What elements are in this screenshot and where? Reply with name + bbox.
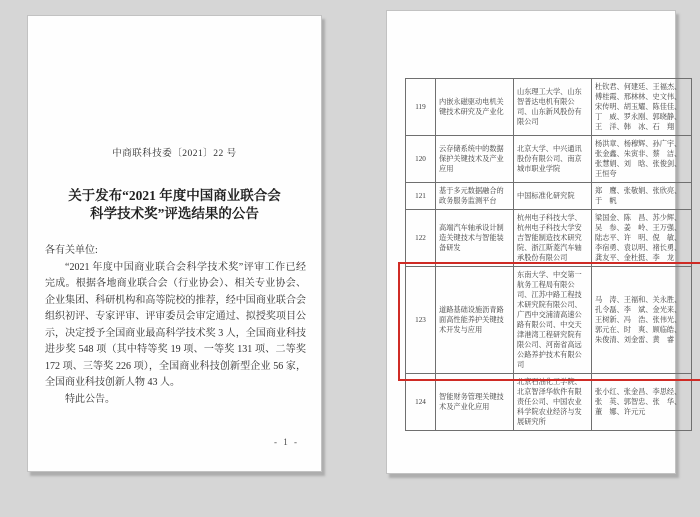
table-row xyxy=(406,210,692,267)
doc-title-line1: 关于发布“2021 年度中国商业联合会 xyxy=(68,188,281,203)
announcement-paragraph: “2021 年度中国商业联合会科学技术奖”评审工作已经完成。根据各地商业联合会（行业协会）、相关专业协会、企业集团、科研机构和高等院校的推荐，经中国商业联合会组织初评、专家评审、评审委员会审定通过、拟授奖项目公示，决定授予全国商业最高科学技术奖 3 人，全国商业科技进步奖 548 项（其中特等奖 19 项、一等奖 131 项、二等奖 172 项、三等奖 226 项），全国商业科技创新型企业 56 家，全国商业科技创新人物 43 人。 xyxy=(45,261,306,388)
closing-line: 特此公告。 xyxy=(65,393,115,405)
cell-project: 道路基础设施沥青路面高性能养护关键技术开发与应用 xyxy=(436,267,514,374)
table-row xyxy=(406,374,692,431)
salutation: 各有关单位: xyxy=(45,245,98,256)
page-1 xyxy=(27,15,322,472)
cell-organizations: 北京大学、中兴通讯股份有限公司、南京城市职业学院 xyxy=(514,136,592,183)
table-row xyxy=(406,183,692,210)
cell-no: 121 xyxy=(406,183,436,210)
doc-title-line2: 科学技术奖”评选结果的公告 xyxy=(90,205,259,221)
cell-no: 124 xyxy=(406,374,436,431)
cell-organizations: 东南大学、中交第一航务工程局有限公司、江苏中路工程技术研究院有限公司、广西中交浦清高速公路有限公司、中交天津港湾工程研究院有限公司、河南省高远公路养护技术有限公司 xyxy=(514,267,592,374)
table-row xyxy=(406,267,692,374)
cell-project: 智能财务管理关键技术及产业化应用 xyxy=(436,374,514,431)
page-2 xyxy=(386,10,682,474)
table-row xyxy=(406,136,692,183)
page-number: - 1 - xyxy=(274,437,299,447)
cell-no: 123 xyxy=(406,267,436,374)
cell-project: 内嵌永磁驱动电机关键技术研究及产业化 xyxy=(436,79,514,136)
cell-no: 120 xyxy=(406,136,436,183)
award-table xyxy=(405,78,692,431)
cell-organizations: 中国标准化研究院 xyxy=(514,183,592,210)
cell-no: 122 xyxy=(406,210,436,267)
cell-people: 马 涛、王福和、关永胜、孔令磊、李 斌、金光来、王树新、冯 浩、张伟光、郭元在、时 爽、顾临皓、朱俊清、刘金雷、黄 睿 xyxy=(592,267,692,374)
cell-no: 119 xyxy=(406,79,436,136)
doc-body xyxy=(45,243,306,408)
cell-people: 杨洪章、杨穆辉、孙广宇、张金鑫、朱寅非、蔡 洁、张慧娟、刘 晗、张俊剑、王恒夸 xyxy=(592,136,692,183)
cell-project: 云存储系统中的数据保护关键技术及产业应用 xyxy=(436,136,514,183)
cell-people: 张小红、张金昌、李思经、张 英、郭智忠、张 华、董 娜、许元元 xyxy=(592,374,692,431)
cell-organizations: 山东理工大学、山东智普达电机有限公司、山东新风股份有限公司 xyxy=(514,79,592,136)
cell-organizations: 北京石油化工学院、北京智泽华软件有限责任公司、中国农业科学院农业经济与发展研究所 xyxy=(514,374,592,431)
cell-project: 高端汽车轴承设计制造关键技术与智能装备研发 xyxy=(436,210,514,267)
doc-title xyxy=(28,187,321,222)
cell-project: 基于多元数据融合的政务服务监测平台 xyxy=(436,183,514,210)
table-row xyxy=(406,79,692,136)
cell-people: 杜钦君、何建廷、王福杰、傅桂霞、邢林林、史文伟、宋传明、胡玉耀、陈佳佳、丁 威、罗永刚、郭晓静、王 洋、韩 冰、石 翔 xyxy=(592,79,692,136)
doc-number: 中商联科技委〔2021〕22 号 xyxy=(112,149,237,159)
cell-organizations: 杭州电子科技大学、杭州电子科技大学安吉智能制造技术研究院、浙江斯菱汽车轴承股份有限公司 xyxy=(514,210,592,267)
cell-people: 梁国金、陈 昌、苏少辉、吴 参、姜 岭、王万强、陆志平、许 明、倪 敏、李宿勇、袁以明、褚长勇、龚友平、金杜挺、李 龙 xyxy=(592,210,692,267)
cell-people: 郑 鹰、张敬娟、张欣亮、于 帆 xyxy=(592,183,692,210)
